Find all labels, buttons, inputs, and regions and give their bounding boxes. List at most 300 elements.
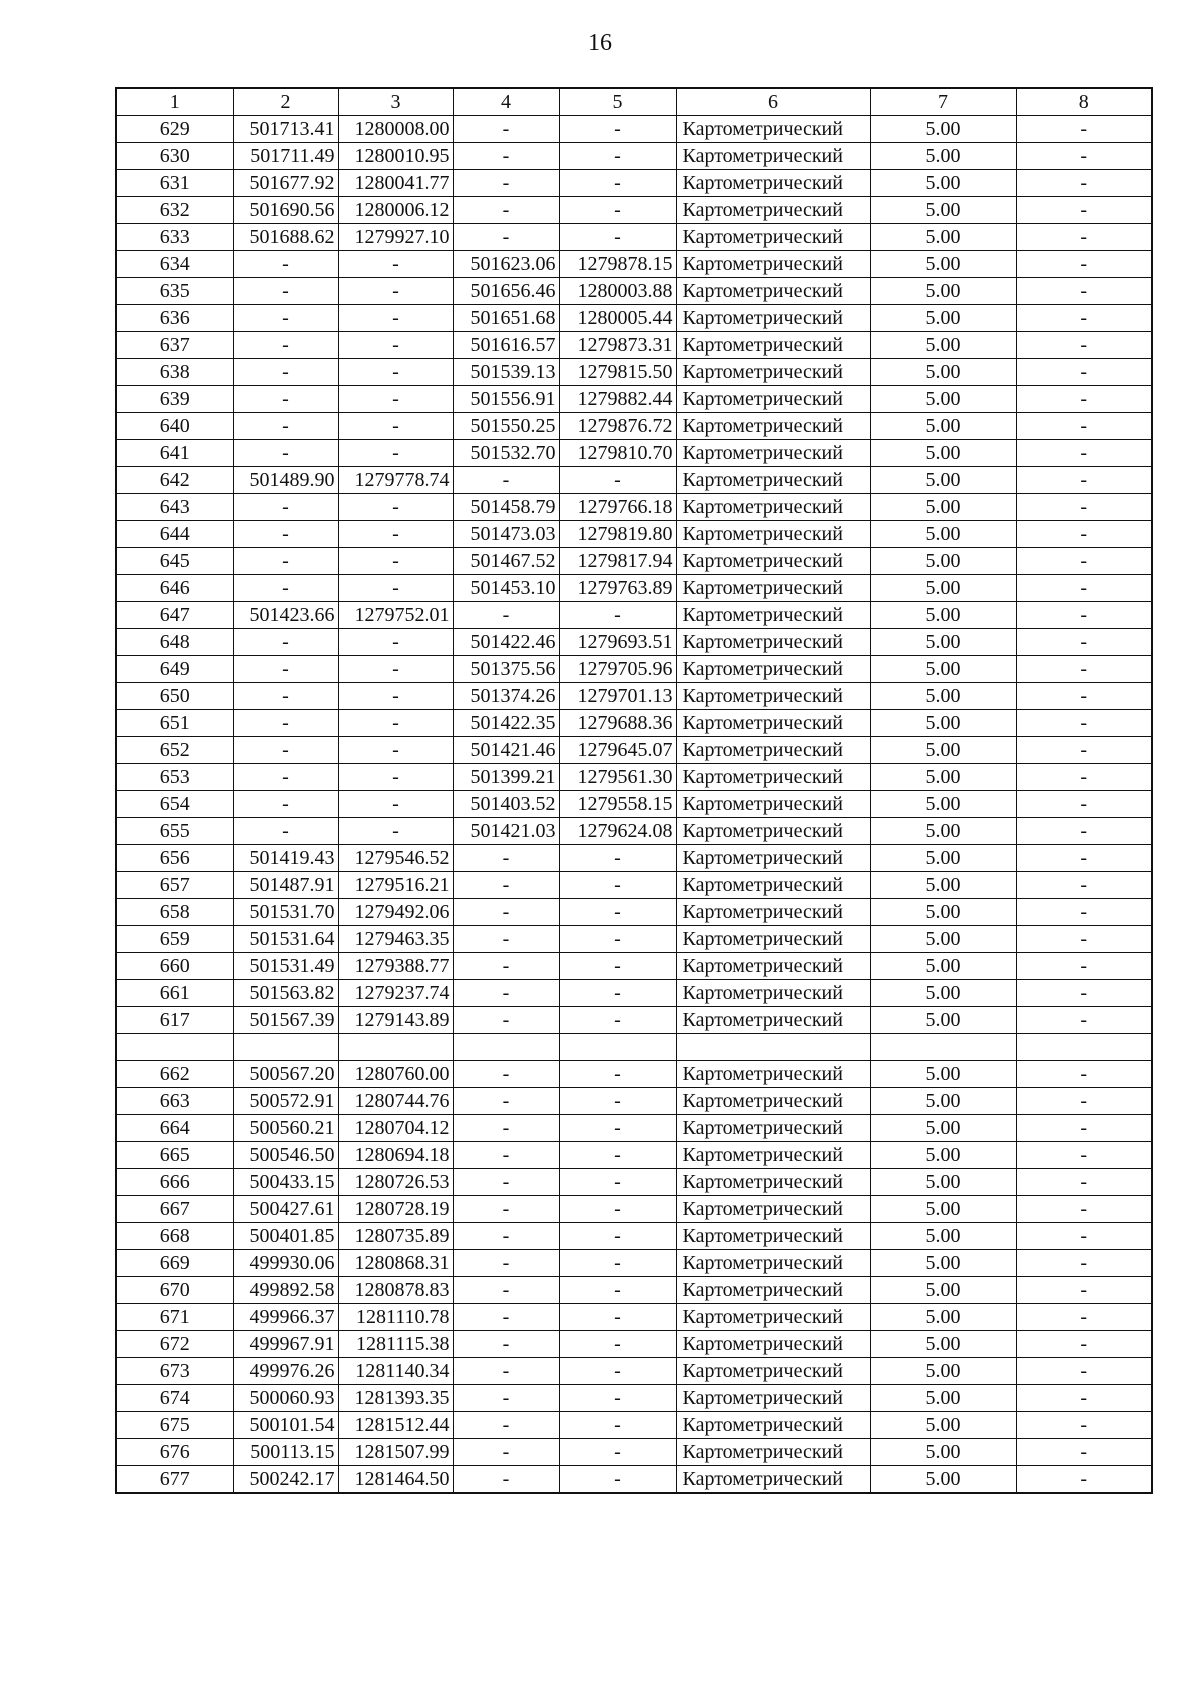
refined-y-cell: 1279766.18 — [559, 494, 676, 521]
existing-x-cell: 501690.56 — [233, 197, 338, 224]
refined-y-cell: 1279561.30 — [559, 764, 676, 791]
method-cell: Картометрический — [676, 413, 870, 440]
table-row — [116, 953, 1152, 980]
description-cell: - — [1016, 116, 1152, 143]
refined-x-cell: 501616.57 — [453, 332, 559, 359]
table-row — [116, 1249, 1152, 1276]
refined-y-cell: - — [559, 1438, 676, 1465]
refined-y-cell: 1279693.51 — [559, 629, 676, 656]
existing-x-cell: - — [233, 413, 338, 440]
point-number-cell: 654 — [116, 791, 233, 818]
accuracy-cell: 5.00 — [870, 1276, 1016, 1303]
column-header-2: 2 — [233, 88, 338, 116]
refined-x-cell: 501399.21 — [453, 764, 559, 791]
description-cell: - — [1016, 521, 1152, 548]
description-cell: - — [1016, 467, 1152, 494]
refined-x-cell: 501375.56 — [453, 656, 559, 683]
table-row — [116, 1222, 1152, 1249]
existing-x-cell: 500242.17 — [233, 1465, 338, 1493]
existing-y-cell — [338, 1034, 453, 1061]
existing-x-cell: 501419.43 — [233, 845, 338, 872]
table-row — [116, 629, 1152, 656]
refined-x-cell: 501458.79 — [453, 494, 559, 521]
refined-x-cell: - — [453, 1411, 559, 1438]
description-cell: - — [1016, 1114, 1152, 1141]
refined-x-cell: 501539.13 — [453, 359, 559, 386]
column-header-3: 3 — [338, 88, 453, 116]
existing-y-cell: 1280704.12 — [338, 1114, 453, 1141]
refined-y-cell: - — [559, 143, 676, 170]
description-cell: - — [1016, 1060, 1152, 1087]
table-row — [116, 413, 1152, 440]
accuracy-cell: 5.00 — [870, 818, 1016, 845]
refined-y-cell: 1279705.96 — [559, 656, 676, 683]
table-row — [116, 224, 1152, 251]
existing-x-cell: 501531.49 — [233, 953, 338, 980]
method-cell: Картометрический — [676, 1465, 870, 1493]
existing-y-cell: 1280868.31 — [338, 1249, 453, 1276]
table-row — [116, 278, 1152, 305]
point-number-cell: 656 — [116, 845, 233, 872]
accuracy-cell: 5.00 — [870, 1465, 1016, 1493]
refined-x-cell: - — [453, 1465, 559, 1493]
existing-y-cell: 1280694.18 — [338, 1141, 453, 1168]
accuracy-cell: 5.00 — [870, 602, 1016, 629]
table-row — [116, 1141, 1152, 1168]
method-cell — [676, 1034, 870, 1061]
refined-y-cell: 1279815.50 — [559, 359, 676, 386]
refined-x-cell: 501556.91 — [453, 386, 559, 413]
existing-x-cell: 501423.66 — [233, 602, 338, 629]
method-cell: Картометрический — [676, 1303, 870, 1330]
refined-x-cell: - — [453, 1141, 559, 1168]
point-number-cell: 650 — [116, 683, 233, 710]
existing-x-cell: 501688.62 — [233, 224, 338, 251]
point-number-cell: 659 — [116, 926, 233, 953]
refined-x-cell: - — [453, 1438, 559, 1465]
method-cell: Картометрический — [676, 116, 870, 143]
refined-y-cell: - — [559, 1141, 676, 1168]
existing-x-cell: - — [233, 332, 338, 359]
existing-y-cell: 1281115.38 — [338, 1330, 453, 1357]
method-cell: Картометрический — [676, 224, 870, 251]
refined-y-cell: - — [559, 899, 676, 926]
refined-x-cell: - — [453, 872, 559, 899]
point-number-cell: 673 — [116, 1357, 233, 1384]
point-number-cell: 646 — [116, 575, 233, 602]
accuracy-cell: 5.00 — [870, 1249, 1016, 1276]
table-row — [116, 602, 1152, 629]
refined-x-cell: - — [453, 1303, 559, 1330]
description-cell: - — [1016, 926, 1152, 953]
description-cell: - — [1016, 764, 1152, 791]
existing-x-cell: 500401.85 — [233, 1222, 338, 1249]
existing-y-cell: - — [338, 710, 453, 737]
accuracy-cell: 5.00 — [870, 980, 1016, 1007]
refined-y-cell: - — [559, 953, 676, 980]
accuracy-cell: 5.00 — [870, 467, 1016, 494]
point-number-cell: 674 — [116, 1384, 233, 1411]
accuracy-cell: 5.00 — [870, 764, 1016, 791]
existing-x-cell: 501711.49 — [233, 143, 338, 170]
refined-y-cell: - — [559, 170, 676, 197]
existing-y-cell: - — [338, 305, 453, 332]
accuracy-cell: 5.00 — [870, 359, 1016, 386]
method-cell: Картометрический — [676, 1222, 870, 1249]
existing-y-cell: 1280760.00 — [338, 1060, 453, 1087]
existing-x-cell: - — [233, 305, 338, 332]
accuracy-cell: 5.00 — [870, 872, 1016, 899]
refined-y-cell: - — [559, 1465, 676, 1493]
description-cell: - — [1016, 845, 1152, 872]
description-cell: - — [1016, 629, 1152, 656]
refined-x-cell: - — [453, 467, 559, 494]
refined-x-cell: - — [453, 602, 559, 629]
method-cell: Картометрический — [676, 899, 870, 926]
method-cell: Картометрический — [676, 548, 870, 575]
refined-x-cell: 501467.52 — [453, 548, 559, 575]
point-number-cell: 631 — [116, 170, 233, 197]
existing-y-cell: 1279143.89 — [338, 1007, 453, 1034]
existing-x-cell — [233, 1034, 338, 1061]
table-row — [116, 1276, 1152, 1303]
refined-x-cell: - — [453, 1357, 559, 1384]
accuracy-cell: 5.00 — [870, 170, 1016, 197]
point-number-cell — [116, 1034, 233, 1061]
refined-x-cell: - — [453, 926, 559, 953]
method-cell: Картометрический — [676, 1141, 870, 1168]
refined-y-cell: 1280005.44 — [559, 305, 676, 332]
table-row — [116, 845, 1152, 872]
existing-y-cell: - — [338, 575, 453, 602]
existing-y-cell: 1280010.95 — [338, 143, 453, 170]
existing-x-cell: 501531.70 — [233, 899, 338, 926]
refined-x-cell: 501623.06 — [453, 251, 559, 278]
accuracy-cell: 5.00 — [870, 791, 1016, 818]
table-row — [116, 1007, 1152, 1034]
method-cell: Картометрический — [676, 926, 870, 953]
description-cell: - — [1016, 737, 1152, 764]
refined-y-cell: 1279624.08 — [559, 818, 676, 845]
table-row — [116, 656, 1152, 683]
column-header-6: 6 — [676, 88, 870, 116]
refined-y-cell: - — [559, 1195, 676, 1222]
existing-x-cell: 501677.92 — [233, 170, 338, 197]
description-cell: - — [1016, 575, 1152, 602]
existing-y-cell: 1281507.99 — [338, 1438, 453, 1465]
refined-y-cell: - — [559, 467, 676, 494]
existing-y-cell: - — [338, 683, 453, 710]
description-cell: - — [1016, 305, 1152, 332]
accuracy-cell: 5.00 — [870, 278, 1016, 305]
accuracy-cell: 5.00 — [870, 386, 1016, 413]
refined-x-cell: 501374.26 — [453, 683, 559, 710]
refined-y-cell: - — [559, 1303, 676, 1330]
method-cell: Картометрический — [676, 305, 870, 332]
refined-y-cell: 1279558.15 — [559, 791, 676, 818]
method-cell: Картометрический — [676, 737, 870, 764]
refined-y-cell: 1279819.80 — [559, 521, 676, 548]
refined-x-cell: 501651.68 — [453, 305, 559, 332]
existing-x-cell: 501567.39 — [233, 1007, 338, 1034]
table-row — [116, 1114, 1152, 1141]
method-cell: Картометрический — [676, 1438, 870, 1465]
point-number-cell: 676 — [116, 1438, 233, 1465]
existing-x-cell: 500572.91 — [233, 1087, 338, 1114]
refined-y-cell: - — [559, 1007, 676, 1034]
method-cell: Картометрический — [676, 1060, 870, 1087]
table-row — [116, 440, 1152, 467]
existing-y-cell: 1279388.77 — [338, 953, 453, 980]
table-row — [116, 359, 1152, 386]
refined-x-cell: - — [453, 197, 559, 224]
refined-y-cell: - — [559, 1114, 676, 1141]
table-row — [116, 764, 1152, 791]
table-row — [116, 305, 1152, 332]
method-cell: Картометрический — [676, 278, 870, 305]
point-number-cell: 657 — [116, 872, 233, 899]
table-row — [116, 1384, 1152, 1411]
existing-y-cell: 1279516.21 — [338, 872, 453, 899]
table-row — [116, 170, 1152, 197]
refined-x-cell: 501421.46 — [453, 737, 559, 764]
column-header-1: 1 — [116, 88, 233, 116]
description-cell: - — [1016, 710, 1152, 737]
method-cell: Картометрический — [676, 197, 870, 224]
description-cell: - — [1016, 872, 1152, 899]
description-cell: - — [1016, 170, 1152, 197]
method-cell: Картометрический — [676, 872, 870, 899]
table-row — [116, 467, 1152, 494]
point-number-cell: 637 — [116, 332, 233, 359]
coordinates-table — [115, 87, 1153, 1494]
existing-x-cell: 500113.15 — [233, 1438, 338, 1465]
method-cell: Картометрический — [676, 1411, 870, 1438]
refined-x-cell: - — [453, 1195, 559, 1222]
method-cell: Картометрический — [676, 1330, 870, 1357]
description-cell — [1016, 1034, 1152, 1061]
refined-x-cell: - — [453, 1087, 559, 1114]
method-cell: Картометрический — [676, 575, 870, 602]
refined-x-cell: 501453.10 — [453, 575, 559, 602]
existing-y-cell: - — [338, 629, 453, 656]
table-row — [116, 386, 1152, 413]
table-row — [116, 521, 1152, 548]
refined-x-cell: 501403.52 — [453, 791, 559, 818]
accuracy-cell: 5.00 — [870, 1141, 1016, 1168]
existing-y-cell: 1279237.74 — [338, 980, 453, 1007]
existing-x-cell: - — [233, 818, 338, 845]
table-row — [116, 197, 1152, 224]
existing-y-cell: - — [338, 737, 453, 764]
table-row — [116, 818, 1152, 845]
accuracy-cell: 5.00 — [870, 1087, 1016, 1114]
existing-x-cell: - — [233, 251, 338, 278]
refined-x-cell: 501473.03 — [453, 521, 559, 548]
existing-y-cell: - — [338, 386, 453, 413]
method-cell: Картометрический — [676, 359, 870, 386]
method-cell: Картометрический — [676, 602, 870, 629]
refined-y-cell: 1279882.44 — [559, 386, 676, 413]
point-number-cell: 651 — [116, 710, 233, 737]
existing-y-cell: 1281140.34 — [338, 1357, 453, 1384]
accuracy-cell: 5.00 — [870, 1303, 1016, 1330]
refined-y-cell: - — [559, 224, 676, 251]
method-cell: Картометрический — [676, 332, 870, 359]
point-number-cell: 634 — [116, 251, 233, 278]
existing-y-cell: 1279463.35 — [338, 926, 453, 953]
table-row — [116, 1195, 1152, 1222]
existing-y-cell: - — [338, 278, 453, 305]
description-cell: - — [1016, 1384, 1152, 1411]
point-number-cell: 630 — [116, 143, 233, 170]
accuracy-cell: 5.00 — [870, 116, 1016, 143]
description-cell: - — [1016, 224, 1152, 251]
existing-x-cell: 500560.21 — [233, 1114, 338, 1141]
refined-x-cell: - — [453, 1249, 559, 1276]
refined-x-cell: 501422.35 — [453, 710, 559, 737]
column-header-8: 8 — [1016, 88, 1152, 116]
point-number-cell: 660 — [116, 953, 233, 980]
existing-y-cell: 1279778.74 — [338, 467, 453, 494]
existing-y-cell: 1279492.06 — [338, 899, 453, 926]
existing-y-cell: 1280008.00 — [338, 116, 453, 143]
description-cell: - — [1016, 899, 1152, 926]
description-cell: - — [1016, 980, 1152, 1007]
table-row — [116, 494, 1152, 521]
method-cell: Картометрический — [676, 1249, 870, 1276]
table-row — [116, 683, 1152, 710]
method-cell: Картометрический — [676, 494, 870, 521]
existing-x-cell: 501563.82 — [233, 980, 338, 1007]
existing-x-cell: 501713.41 — [233, 116, 338, 143]
existing-y-cell: - — [338, 413, 453, 440]
method-cell: Картометрический — [676, 818, 870, 845]
point-number-cell: 645 — [116, 548, 233, 575]
existing-y-cell: 1280041.77 — [338, 170, 453, 197]
accuracy-cell: 5.00 — [870, 521, 1016, 548]
table-row — [116, 251, 1152, 278]
method-cell: Картометрический — [676, 1087, 870, 1114]
description-cell: - — [1016, 440, 1152, 467]
existing-x-cell: - — [233, 521, 338, 548]
existing-y-cell: 1280878.83 — [338, 1276, 453, 1303]
existing-y-cell: 1281464.50 — [338, 1465, 453, 1493]
table-row — [116, 737, 1152, 764]
point-number-cell: 636 — [116, 305, 233, 332]
refined-x-cell: - — [453, 1007, 559, 1034]
existing-x-cell: - — [233, 575, 338, 602]
existing-y-cell: 1280728.19 — [338, 1195, 453, 1222]
refined-x-cell: - — [453, 1060, 559, 1087]
description-cell: - — [1016, 1222, 1152, 1249]
column-header-5: 5 — [559, 88, 676, 116]
refined-y-cell: - — [559, 116, 676, 143]
table-row — [116, 980, 1152, 1007]
existing-x-cell: 499976.26 — [233, 1357, 338, 1384]
description-cell: - — [1016, 683, 1152, 710]
existing-y-cell: - — [338, 359, 453, 386]
table-row — [116, 710, 1152, 737]
refined-y-cell: 1279817.94 — [559, 548, 676, 575]
point-number-cell: 643 — [116, 494, 233, 521]
description-cell: - — [1016, 791, 1152, 818]
accuracy-cell: 5.00 — [870, 143, 1016, 170]
point-number-cell: 672 — [116, 1330, 233, 1357]
existing-y-cell: - — [338, 332, 453, 359]
existing-y-cell: 1280006.12 — [338, 197, 453, 224]
refined-y-cell: - — [559, 1249, 676, 1276]
point-number-cell: 658 — [116, 899, 233, 926]
point-number-cell: 635 — [116, 278, 233, 305]
refined-x-cell: 501656.46 — [453, 278, 559, 305]
point-number-cell: 666 — [116, 1168, 233, 1195]
refined-y-cell: 1279876.72 — [559, 413, 676, 440]
point-number-cell: 664 — [116, 1114, 233, 1141]
existing-x-cell: - — [233, 656, 338, 683]
description-cell: - — [1016, 656, 1152, 683]
accuracy-cell: 5.00 — [870, 1060, 1016, 1087]
description-cell: - — [1016, 251, 1152, 278]
existing-x-cell: 500101.54 — [233, 1411, 338, 1438]
point-number-cell: 648 — [116, 629, 233, 656]
table-row — [116, 143, 1152, 170]
description-cell: - — [1016, 1195, 1152, 1222]
method-cell: Картометрический — [676, 1384, 870, 1411]
accuracy-cell: 5.00 — [870, 683, 1016, 710]
description-cell: - — [1016, 1087, 1152, 1114]
point-number-cell: 655 — [116, 818, 233, 845]
existing-x-cell: 500433.15 — [233, 1168, 338, 1195]
accuracy-cell: 5.00 — [870, 629, 1016, 656]
refined-x-cell: 501421.03 — [453, 818, 559, 845]
existing-y-cell: 1279546.52 — [338, 845, 453, 872]
refined-y-cell: 1279645.07 — [559, 737, 676, 764]
existing-y-cell: 1280735.89 — [338, 1222, 453, 1249]
refined-x-cell: 501532.70 — [453, 440, 559, 467]
refined-y-cell: - — [559, 1222, 676, 1249]
existing-y-cell: 1280744.76 — [338, 1087, 453, 1114]
refined-y-cell: - — [559, 1411, 676, 1438]
refined-y-cell: 1279763.89 — [559, 575, 676, 602]
refined-x-cell: - — [453, 1384, 559, 1411]
accuracy-cell — [870, 1034, 1016, 1061]
method-cell: Картометрический — [676, 845, 870, 872]
existing-y-cell: - — [338, 440, 453, 467]
refined-x-cell: - — [453, 170, 559, 197]
method-cell: Картометрический — [676, 980, 870, 1007]
point-number-cell: 662 — [116, 1060, 233, 1087]
method-cell: Картометрический — [676, 467, 870, 494]
description-cell: - — [1016, 386, 1152, 413]
point-number-cell: 640 — [116, 413, 233, 440]
description-cell: - — [1016, 548, 1152, 575]
description-cell: - — [1016, 1465, 1152, 1493]
method-cell: Картометрический — [676, 656, 870, 683]
refined-x-cell: - — [453, 1222, 559, 1249]
refined-y-cell: 1279810.70 — [559, 440, 676, 467]
table-row — [116, 1465, 1152, 1493]
description-cell: - — [1016, 332, 1152, 359]
description-cell: - — [1016, 1168, 1152, 1195]
point-number-cell: 638 — [116, 359, 233, 386]
table-row — [116, 1330, 1152, 1357]
accuracy-cell: 5.00 — [870, 656, 1016, 683]
refined-y-cell — [559, 1034, 676, 1061]
description-cell: - — [1016, 1357, 1152, 1384]
existing-y-cell: 1279927.10 — [338, 224, 453, 251]
refined-y-cell: - — [559, 197, 676, 224]
